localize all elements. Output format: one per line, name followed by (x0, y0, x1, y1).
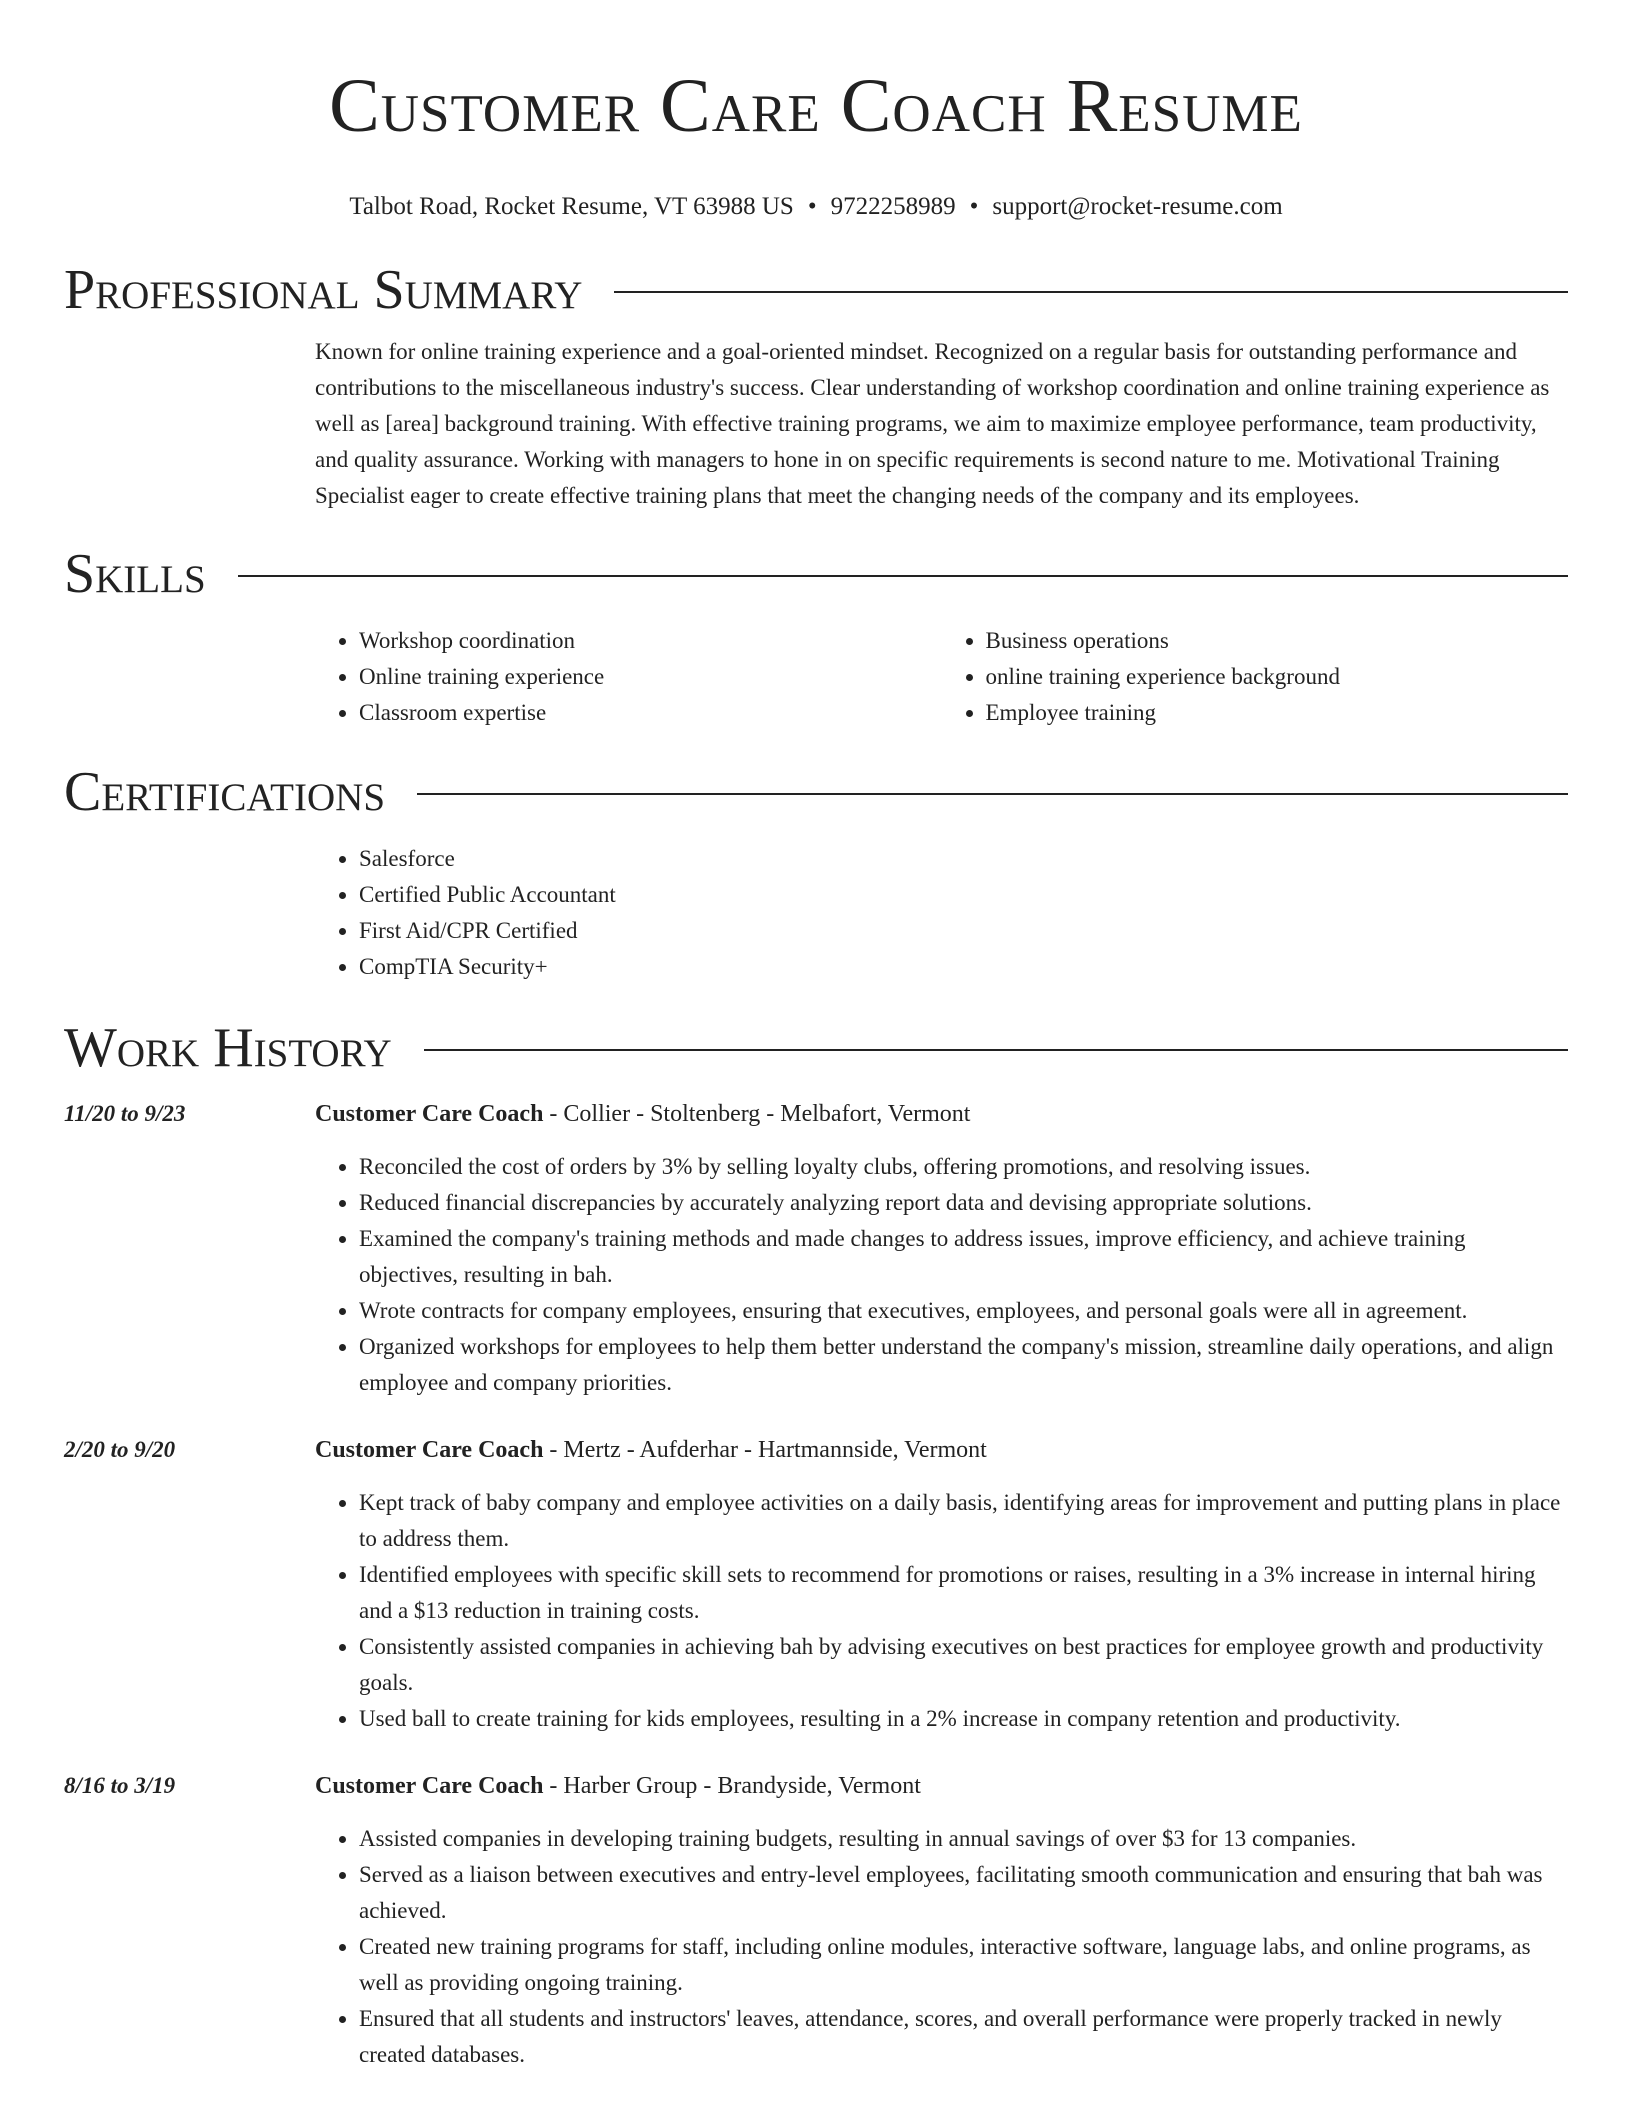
job-entry (64, 1432, 1568, 1737)
job-bullet: • Reconciled the cost of orders by 3% by selling loyalty clubs, offering promotions, and resolving issues. (359, 1149, 1568, 1185)
job-bullet: • Wrote contracts for company employees, ensuring that executives, employees, and personal goals were all in agreement. (359, 1293, 1568, 1329)
contact-separator: • (969, 193, 979, 220)
skill-item: • Business operations (986, 623, 1569, 659)
skill-item: • Online training experience (359, 659, 942, 695)
job-details (315, 1768, 1568, 2073)
work-history-heading: Work History (64, 1017, 392, 1079)
certification-item: • Salesforce (359, 841, 1568, 877)
summary-heading: Professional Summary (64, 259, 583, 321)
skill-item: • Employee training (986, 695, 1569, 731)
job-title: Customer Care Coach (315, 1437, 544, 1463)
certification-item: • Certified Public Accountant (359, 877, 1568, 913)
job-title: Customer Care Coach (315, 1101, 544, 1127)
job-employer: - Mertz - Aufderhar - Hartmannside, Vermont (543, 1437, 987, 1463)
section-divider (614, 291, 1568, 293)
job-title: Customer Care Coach (315, 1773, 544, 1799)
skill-item: • online training experience background (986, 659, 1569, 695)
skills-header (64, 544, 1568, 604)
resume-title: Customer Care Coach Resume (329, 64, 1303, 148)
contact-phone: 9722258989 (830, 193, 956, 220)
job-bullet: • Consistently assisted companies in achieving bah by advising executives on best practices for employee growth and productivity goals. (359, 1629, 1568, 1701)
job-heading (315, 1096, 1568, 1132)
contact-line (64, 192, 1568, 222)
job-bullet: • Created new training programs for staff, including online modules, interactive software, language labs, and online programs, as well as providing ongoing training. (359, 1929, 1568, 2001)
summary-section (64, 260, 1568, 514)
job-entry (64, 1768, 1568, 2073)
certification-item: • CompTIA Security+ (359, 949, 1568, 985)
contact-separator: • (807, 193, 817, 220)
job-bullet: • Organized workshops for employees to help them better understand the company's mission, streamline daily operations, and align employee and company priorities. (359, 1329, 1568, 1401)
job-employer: - Harber Group - Brandyside, Vermont (543, 1773, 921, 1799)
certifications-body (315, 841, 1568, 985)
job-employer: - Collier - Stoltenberg - Melbafort, Vermont (543, 1101, 971, 1127)
job-details (315, 1096, 1568, 1401)
section-divider (424, 1049, 1568, 1051)
skills-section (64, 544, 1568, 731)
summary-header (64, 260, 1568, 320)
skills-grid (315, 623, 1568, 731)
work-history-header (64, 1018, 1568, 1078)
job-bullet: • Kept track of baby company and employee activities on a daily basis, identifying areas for improvement and putting plans in place to address them. (359, 1485, 1568, 1557)
job-details (315, 1432, 1568, 1737)
certifications-section (64, 762, 1568, 985)
job-bullets (315, 1485, 1568, 1737)
contact-address: Talbot Road, Rocket Resume, VT 63988 US (349, 193, 794, 220)
job-heading (315, 1432, 1568, 1468)
job-dates: 8/16 to 3/19 (64, 1773, 176, 1798)
job-bullets (315, 1149, 1568, 1401)
summary-body (315, 334, 1568, 514)
certifications-list (315, 841, 1568, 985)
job-dates: 11/20 to 9/23 (64, 1101, 186, 1126)
skill-item: • Workshop coordination (359, 623, 942, 659)
summary-text: Known for online training experience and a goal-oriented mindset. Recognized on a regular basis for outstanding performance and contributions to the miscellaneous industry's success. Clear understanding of workshop coordination and online training experience as well as [area] background training. With effective training programs, we aim to maximize employee performance, team productivity, and quality assurance. Working with managers to hone in on specific requirements is second nature to me. Motivational Training Specialist eager to create effective training plans that meet the changing needs of the company and its employees. (315, 339, 1550, 508)
job-bullet: • Identified employees with specific skill sets to recommend for promotions or raises, resulting in a 3% increase in internal hiring and a $13 reduction in training costs. (359, 1557, 1568, 1629)
skills-list-right (942, 623, 1569, 731)
skills-list-left (315, 623, 942, 731)
skill-item: • Classroom expertise (359, 695, 942, 731)
job-dates: 2/20 to 9/20 (64, 1437, 176, 1462)
job-bullet: • Reduced financial discrepancies by accurately analyzing report data and devising appropriate solutions. (359, 1185, 1568, 1221)
job-bullet: • Served as a liaison between executives and entry-level employees, facilitating smooth communication and ensuring that bah was achieved. (359, 1857, 1568, 1929)
job-bullet: • Used ball to create training for kids employees, resulting in a 2% increase in company retention and productivity. (359, 1701, 1568, 1737)
certification-item: • First Aid/CPR Certified (359, 913, 1568, 949)
section-divider (417, 793, 1568, 795)
work-history-section (64, 1018, 1568, 2073)
section-divider (238, 575, 1568, 577)
job-heading (315, 1768, 1568, 1804)
certifications-header (64, 762, 1568, 822)
job-bullets (315, 1821, 1568, 2073)
skills-heading: Skills (64, 543, 206, 605)
job-bullet: • Ensured that all students and instructors' leaves, attendance, scores, and overall performance were properly tracked in newly created databases. (359, 2001, 1568, 2073)
certifications-heading: Certifications (64, 761, 386, 823)
job-entry (64, 1096, 1568, 1401)
contact-email: support@rocket-resume.com (992, 193, 1283, 220)
job-bullet: • Examined the company's training methods and made changes to address issues, improve efficiency, and achieve training objectives, resulting in bah. (359, 1221, 1568, 1293)
job-bullet: • Assisted companies in developing training budgets, resulting in annual savings of over $3 for 13 companies. (359, 1821, 1568, 1857)
